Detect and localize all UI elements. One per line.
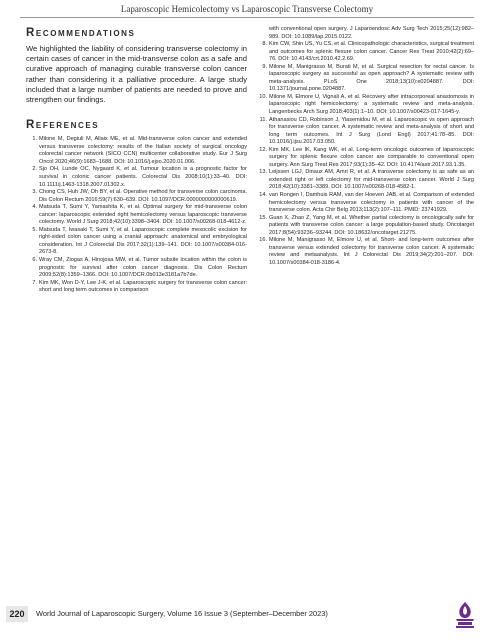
right-column <box>256 26 474 268</box>
reference-list-right <box>256 26 474 268</box>
reference-item: 1. Milone M, Degiuli M, Allaix ME, et al. Mid-transverse colon cancer and extended versus transverse colectomy: results of the Italian society of surgical oncology colorectal cancer network (SICO CCN) multicenter collaborative study. Eur J Surg Oncol 2020;46(9):1683–1688. DOI: 10.1016/j.ejso.2020.01.006. <box>32 136 247 165</box>
recommendations-heading: Recommendations <box>26 27 136 39</box>
reference-item: 9. Milone M, Manigrasso M, Burati M, et al. Surgical resection for rectal cancer. Is laparoscopic surgery as successful as open approach? A systematic review with meta-analysis. PLoS One 2018;13(10):e0204887. DOI: 10.1371/journal.pone.0204887. <box>262 63 474 93</box>
references-heading: References <box>26 119 100 132</box>
reference-item: 8. Kim CW, Shin US, Yu CS, et al. Clinicopathologic characteristics, surgical treatment and outcomes for splenic flexure colon cancer. Cancer Res Treat 2010;42(2):69–76. DOI: 10.4143/crt.2010.42.2.69. <box>262 41 474 63</box>
page-footer <box>0 600 494 628</box>
reference-item: 4. Matsuda T, Sumi Y, Yamashita K, et al. Optimal surgery for mid-transverse colon cancer: laparoscopic extended right hemicolectomy versus laparoscopic transverse colectomy. World J Surg 2018;42(10):3398–3404. DOI: 10.1007/s00268-018-4612-z. <box>32 204 247 226</box>
header-rule <box>20 17 474 18</box>
reference-item: with conventional open surgery. J Laparoendosc Adv Surg Tech 2015;25(12):982–989. DOI: 10.1089/lap.2015.0122. <box>269 26 474 40</box>
reference-item: 15. Guan X, Zhao Z, Yang M, et al. Whether partial colectomy is oncologically safe for patients with transverse colon cancer: a large population-based study. Oncotarget 2017;8(54):93236–93244. DOI: 10.18632/oncotarget.21275. <box>259 214 474 236</box>
reference-list-left <box>26 136 247 294</box>
reference-item: 13. Leijssen LGJ, Dinaux AM, Amri R, et al. A transverse colectomy is as safe as an extended right or left colectomy for mid-transverse colon cancer. World J Surg 2018;42(10):3381–3389. DOI: 10.1007/s00268-018-4582-1. <box>259 169 474 191</box>
journal-citation: World Journal of Laparoscopic Surgery, Volume 16 Issue 3 (September–December 2023) <box>36 609 328 618</box>
reference-item: 6. Wray CM, Ziogas A, Hinojosa MW, et al. Tumor subsite location within the colon is prognostic for survival after colon cancer diagnosis. Dis Colon Rectum 2009;52(8):1359–1366. DOI: 10.1007/DCR.0b013e3181a7b7de. <box>32 256 247 279</box>
running-head: Laparoscopic Hemicolectomy vs Laparoscopic Transverse Colectomy <box>120 4 374 14</box>
reference-item: 2. Sjo OH, Lunde OC, Nygaard K, et al. Tumour location is a prognostic factor for survival in colonic cancer patients. Colorectal Dis 2008;10(1):33–40. DOI: 10.1111/j.1463-1318.2007.01302.x. <box>32 166 247 188</box>
reference-item: 5. Matsuda T, Iwasaki T, Sumi Y, et al. Laparoscopic complete mesocolic excision for right-sided colon cancer using a cranial approach: anatomical and embryological consideration. Int J Colorectal Dis 2017;32(1):139–141. DOI: 10.1007/s00384-016-2673-8. <box>32 226 247 256</box>
reference-item: 3. Chong CS, Huh JW, Oh BY, et al. Operative method for transverse colon carcinoma. Dis Colon Rectum 2016;59(7):630–639. DOI: 10.1097/DCR.0000000000000619. <box>32 189 247 203</box>
reference-item: 10. Milone M, Elmore U, Vignali A, et al. Recovery after intracorporeal anastomosis in laparoscopic right hemicolectomy: a systematic review and meta-analysis. Langenbecks Arch Surg 2018;403(1):1–10. DOI: 10.1007/s00423-017-1645-y. <box>259 93 474 116</box>
left-column <box>26 26 247 295</box>
page-number: 220 <box>6 606 28 622</box>
recommendations-text: We highlighted the liability of considering transverse colectomy in certain cases of cancer in the mid-transverse colon as a safe and curative approach of managing curable transverse colon cancer rather than considering it a palliative procedure. A large study included that a large number of patients are needed to prove and strengthen our findings. <box>26 44 247 105</box>
reference-item: 11. Athanasiou CD, Robinson J, Yiasemidou M, et al. Laparoscopic vs open approach for transverse colon cancer. A systematic review and meta-analysis of short and long term outcomes. Int J Surg (Lond Engl) 2017;41:78–85. DOI: 10.1016/j.ijsu.2017.03.050. <box>259 116 474 146</box>
publisher-logo-icon <box>452 600 478 630</box>
reference-item: 7. Kim MK, Won D-Y, Lee J-K, et al. Laparoscopic surgery for transverse colon cancer: short and long term outcomes in comparison <box>32 279 247 294</box>
reference-item: 16. Milone M, Manigrasso M, Elmore U, et al. Short- and long-term outcomes after transverse versus extended colectomy for transverse colon cancer. A systematic review and metaanalysis. Int J Colorectal Dis 2019;34(2):201–207. DOI: 10.1007/s00384-018-3186-4. <box>259 237 474 266</box>
reference-item: 14. van Rongen I, Damhuis RAM, van der Hoeven JAB, et al. Comparison of extended hemicolectomy versus transverse colectomy in patients with cancer of the transverse colon. Acta Chir Belg 2013;113(2):107–111. PMID: 23741929. <box>259 192 474 214</box>
reference-item: 12. Kim MK, Lee IK, Kang WK, et al. Long-term oncologic outcomes of laparoscopic surgery for splenic flexure colon cancer are comparable to conventional open surgery. Ann Surg Treat Res 2017;93(1):35–42. DOI: 10.4174/astr.2017.93.1.35. <box>259 146 474 168</box>
